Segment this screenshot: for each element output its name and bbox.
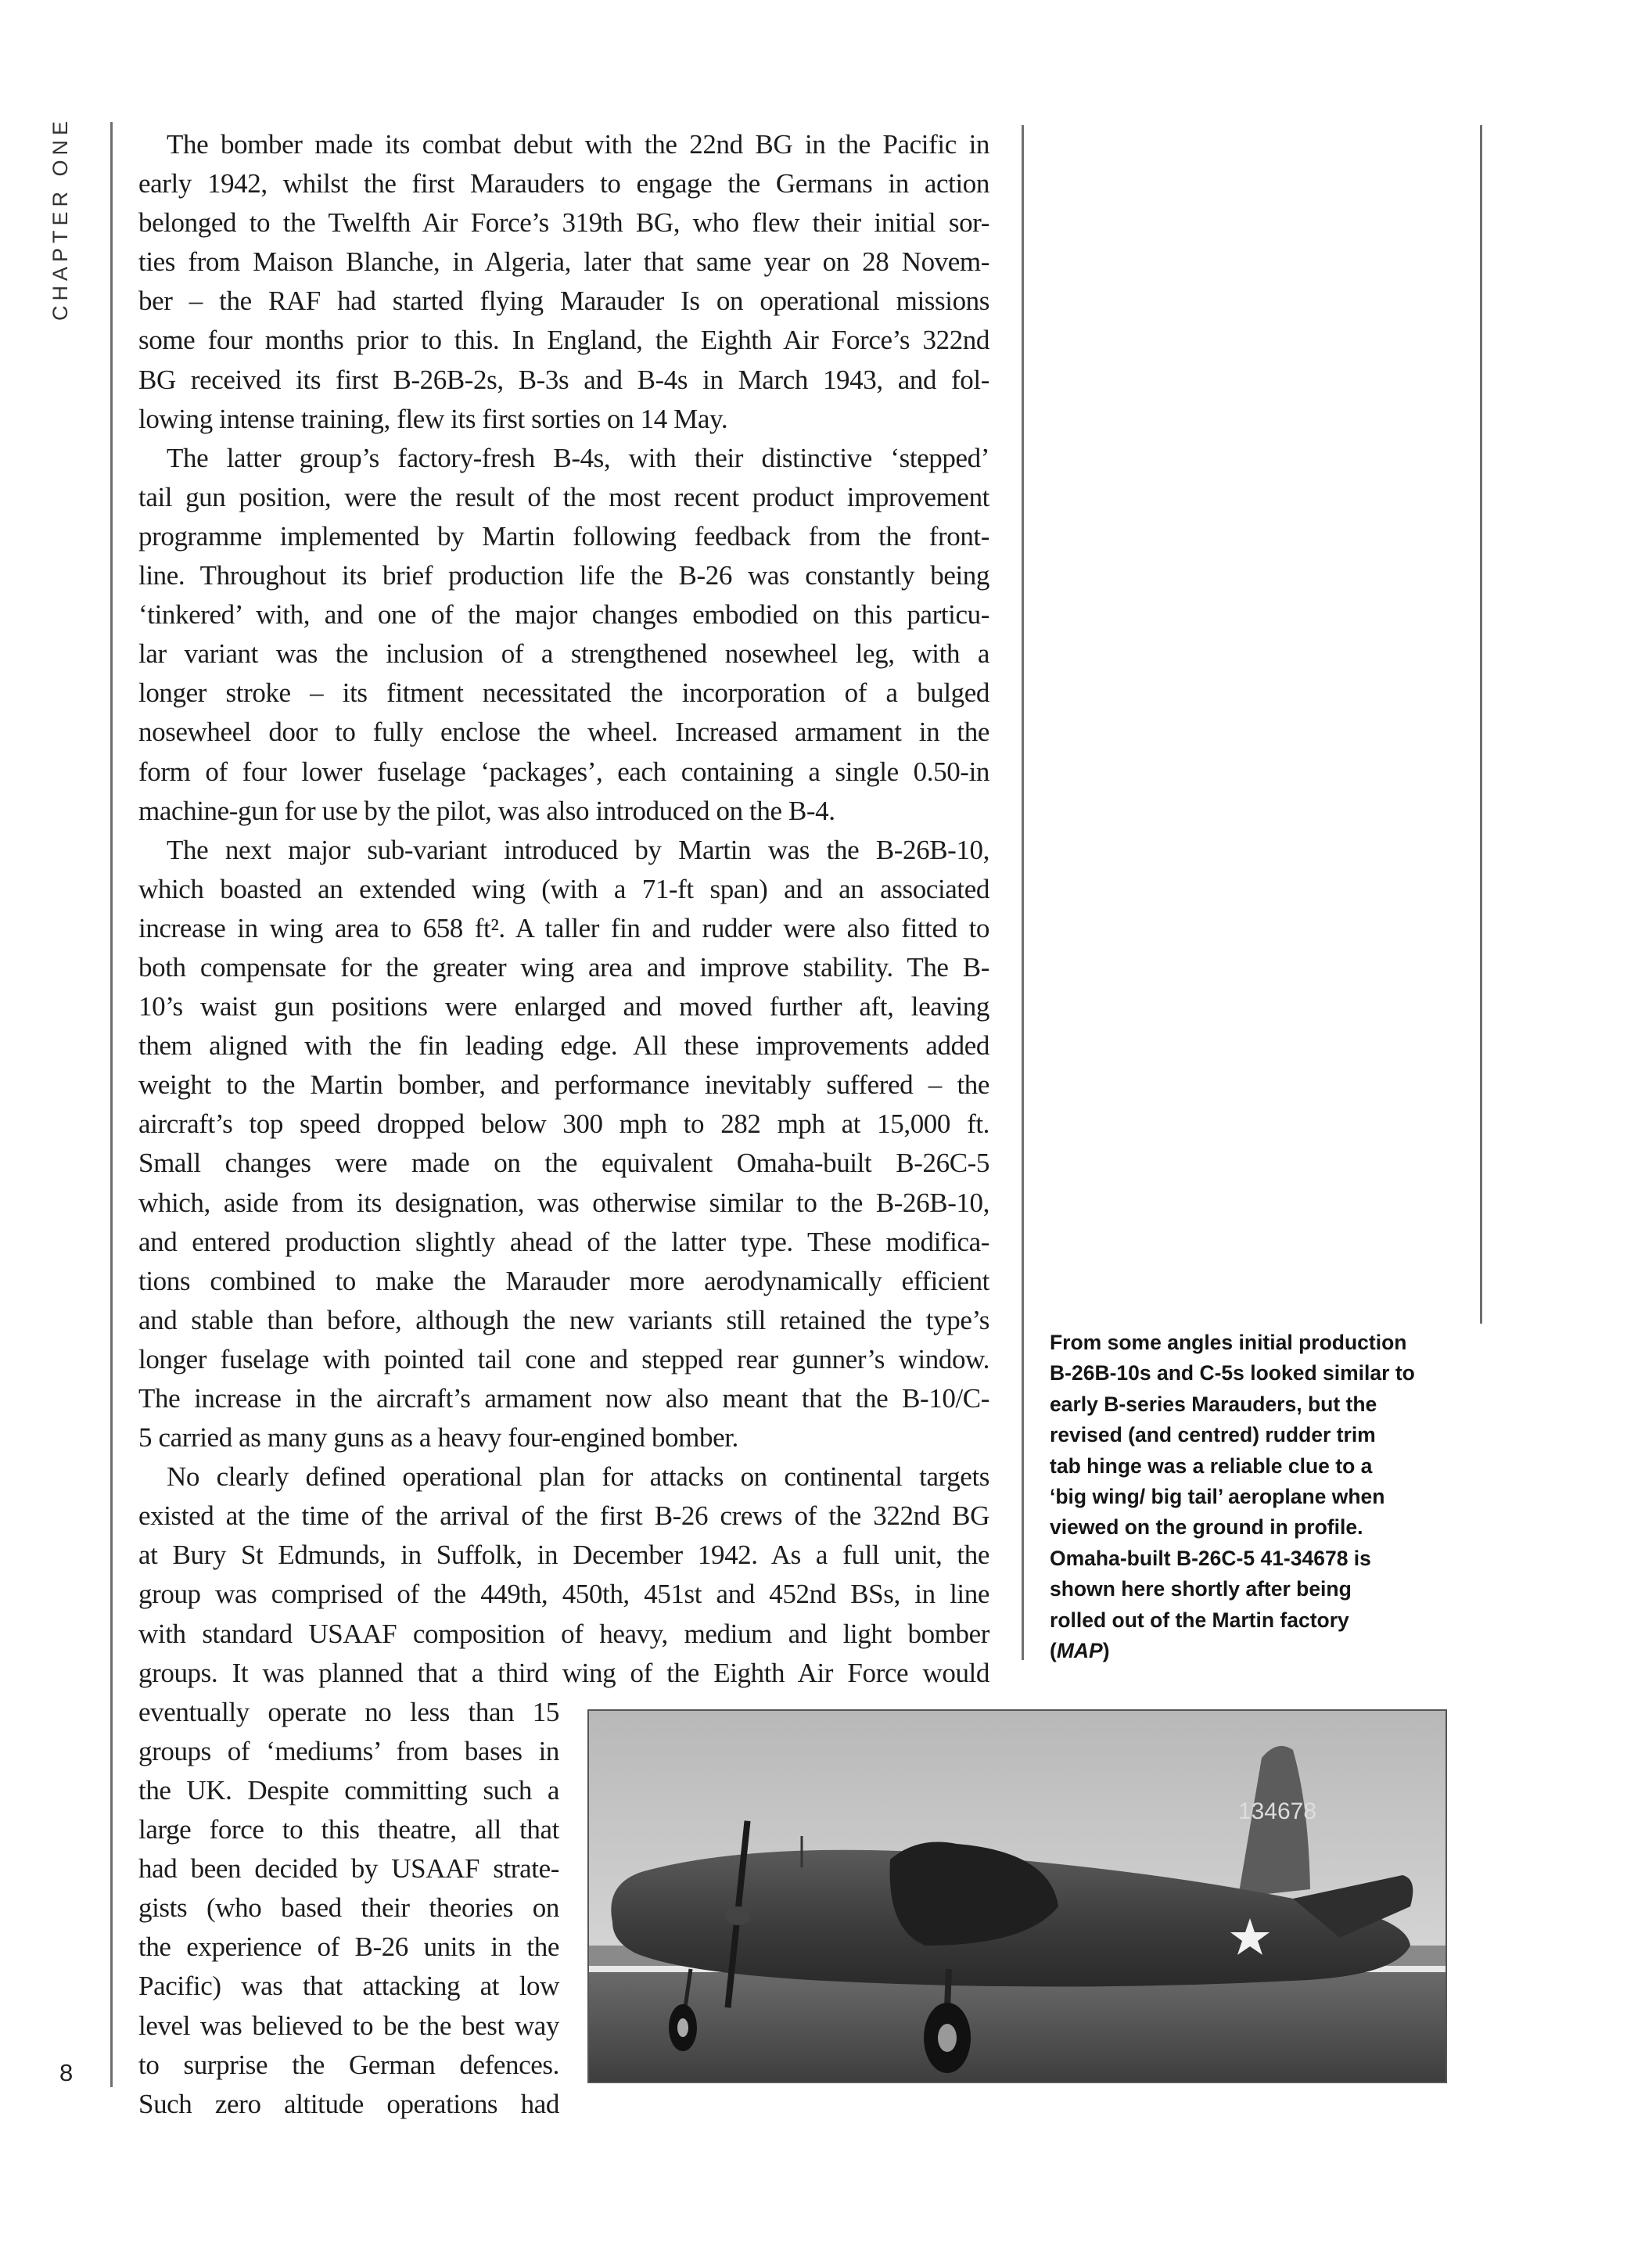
text-line: longer stroke – its fitment necessitated the incorporation of a bulged <box>138 677 989 709</box>
text-line: 5 carried as many guns as a heavy four-engined bomber. <box>138 1422 738 1453</box>
text-line: BG received its first B-26B-2s, B-3s and B-4s in March 1943, and fol- <box>138 364 989 395</box>
text-line: The latter group’s factory-fresh B-4s, with their distinctive ‘stepped’ <box>167 442 989 473</box>
chapter-running-head: CHAPTER ONE <box>48 116 72 321</box>
text-line: Pacific) was that attacking at low <box>138 1971 559 2002</box>
text-line: lar variant was the inclusion of a strengthened nosewheel leg, with a <box>138 638 989 670</box>
text-line: and entered production slightly ahead of the latter type. These modifica- <box>138 1226 989 1257</box>
text-line: tions combined to make the Marauder more aerodynamically efficient <box>138 1265 989 1296</box>
text-line: The next major sub-variant introduced by Martin was the B-26B-10, <box>167 834 989 865</box>
caption-line: B-26B-10s and C-5s looked similar to <box>1050 1361 1415 1385</box>
text-line: with standard USAAF composition of heavy, medium and light bomber <box>138 1618 989 1649</box>
text-line: which, aside from its designation, was otherwise similar to the B-26B-10, <box>138 1187 989 1218</box>
text-line: lowing intense training, flew its first sorties on 14 May. <box>138 403 728 434</box>
text-line: groups. It was planned that a third wing of the Eighth Air Force would <box>138 1657 989 1688</box>
text-line: level was believed to be the best way <box>138 2010 559 2041</box>
text-line: ber – the RAF had started flying Marauder Is on operational missions <box>138 286 989 317</box>
text-line: form of four lower fuselage ‘packages’, each containing a single 0.50-in <box>138 756 989 787</box>
text-line: programme implemented by Martin following feedback from the front- <box>138 520 989 552</box>
paragraph <box>138 125 989 439</box>
caption-line: From some angles initial production <box>1050 1331 1407 1354</box>
text-line: gists (who based their theories on <box>138 1892 559 1924</box>
text-line: Such zero altitude operations had <box>138 2088 559 2119</box>
caption-column-rule <box>1022 125 1024 1660</box>
text-line: nosewheel door to fully enclose the wheel. Increased armament in the <box>138 717 989 748</box>
caption-line: viewed on the ground in profile. <box>1050 1515 1363 1540</box>
credit-bracket: ( <box>1050 1639 1057 1663</box>
page-number: 8 <box>59 2059 74 2086</box>
tail-number: 134678 <box>1237 1798 1317 1824</box>
text-line: longer fuselage with pointed tail cone and stepped rear gunner’s window. <box>138 1343 989 1374</box>
caption-line: Omaha-built B-26C-5 41-34678 is <box>1050 1546 1371 1570</box>
text-line: existed at the time of the arrival of the first B-26 crews of the 322nd BG <box>138 1500 989 1532</box>
text-line: at Bury St Edmunds, in Suffolk, in December 1942. As a full unit, the <box>138 1540 989 1571</box>
caption-line: tab hinge was a reliable clue to a <box>1050 1453 1373 1478</box>
text-line: increase in wing area to 658 ft². A taller fin and rudder were also fitted to <box>138 912 989 943</box>
text-line: large force to this theatre, all that <box>138 1814 559 1845</box>
credit-bracket: ) <box>1102 1639 1110 1663</box>
text-line: belonged to the Twelfth Air Force’s 319th BG, who flew their initial sor- <box>138 207 989 239</box>
photo-credit <box>1050 1636 1476 1666</box>
text-line: 10’s waist gun positions were enlarged and moved further aft, leaving <box>138 991 989 1022</box>
text-line: some four months prior to this. In England, the Eighth Air Force’s 322nd <box>138 325 989 356</box>
text-line: The increase in the aircraft’s armament now also meant that the B-10/C- <box>138 1383 989 1414</box>
text-line: ties from Maison Blanche, in Algeria, later that same year on 28 Novem- <box>138 246 989 278</box>
text-line: weight to the Martin bomber, and performance inevitably suffered – the <box>138 1069 989 1101</box>
caption-line: shown here shortly after being <box>1050 1577 1352 1601</box>
text-line: aircraft’s top speed dropped below 300 mph to 282 mph at 15,000 ft. <box>138 1109 989 1140</box>
text-line: the experience of B-26 units in the <box>138 1931 559 1963</box>
right-margin-rule <box>1480 125 1482 1324</box>
photo-caption <box>1050 1328 1476 1666</box>
caption-line: ‘big wing/ big tail’ aeroplane when <box>1050 1485 1385 1509</box>
ground <box>589 1972 1446 2082</box>
credit-source: MAP <box>1056 1639 1103 1663</box>
text-line: group was comprised of the 449th, 450th, 451st and 452nd BSs, in line <box>138 1579 989 1610</box>
main-gear-strut <box>947 1969 949 2008</box>
text-line: line. Throughout its brief production life the B-26 was constantly being <box>138 560 989 591</box>
text-line: them aligned with the fin leading edge. All these improvements added <box>138 1030 989 1062</box>
b26-marauder-photo <box>589 1711 1446 2082</box>
caption-line: early B-series Marauders, but the <box>1050 1392 1377 1416</box>
text-line: tail gun position, were the result of the most recent product improvement <box>138 481 989 512</box>
paragraph <box>138 439 989 831</box>
text-line: The bomber made its combat debut with the 22nd BG in the Pacific in <box>167 129 989 160</box>
caption-line: revised (and centred) rudder trim <box>1050 1423 1376 1447</box>
text-line: Small changes were made on the equivalent Omaha-built B-26C-5 <box>138 1148 989 1179</box>
paragraph <box>138 831 989 1458</box>
aircraft-photo <box>587 1709 1447 2083</box>
text-line: both compensate for the greater wing area and improve stability. The B- <box>138 951 989 983</box>
text-line: eventually operate no less than 15 <box>138 1696 559 1727</box>
text-line: to surprise the German defences. <box>138 2049 559 2080</box>
text-line: machine-gun for use by the pilot, was also introduced on the B-4. <box>138 795 835 826</box>
left-margin-rule <box>110 122 113 2087</box>
text-line: early 1942, whilst the first Marauders to engage the Germans in action <box>138 168 989 199</box>
text-line: which boasted an extended wing (with a 71-ft span) and an associated <box>138 873 989 904</box>
text-line: ‘tinkered’ with, and one of the major changes embodied on this particu- <box>138 599 989 631</box>
caption-line: rolled out of the Martin factory <box>1050 1608 1349 1632</box>
text-line: the UK. Despite committing such a <box>138 1774 559 1806</box>
spinner <box>725 1906 750 1925</box>
text-line: groups of ‘mediums’ from bases in <box>138 1735 559 1766</box>
text-line: had been decided by USAAF strate- <box>138 1853 559 1885</box>
text-line: and stable than before, although the new variants still retained the type’s <box>138 1304 989 1335</box>
text-line: No clearly defined operational plan for attacks on continental targets <box>167 1461 989 1493</box>
